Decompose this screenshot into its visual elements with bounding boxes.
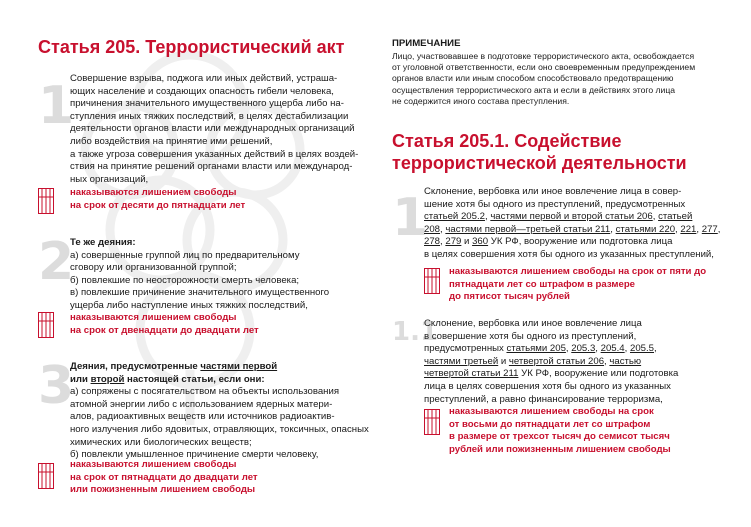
link-article-208[interactable]: статьей [658,211,693,223]
link-article-205-2[interactable]: статьей 205.2 [424,211,485,223]
link-article-208-num[interactable]: 208 [424,223,441,235]
article-205-part-2-text: Те же деяния: а) совершенные группой лиц по предварительному сговору или организованной группой; б) повлекшие по неосторожности смерть человека; в) повлекшие причинение значительного имущественного ущерба либо наступление иных тяжких последствий, [70,237,330,311]
article-205-1-part-1-1-penalty: наказываются лишением свободы на срок от восьми до пятнадцати лет со штрафом в размере от трехсот тысяч до семисот тысяч рублей или пожизненным лишением свободы [449,406,671,455]
part-number-2: 2 [38,232,75,292]
part-number-1: 1 [392,188,429,248]
link-article-278[interactable]: 278 [424,236,441,248]
link-article-211[interactable]: частями первой—третьей статьи 211 [445,223,611,235]
link-article-360[interactable]: 360 [472,236,489,248]
link-parts-first[interactable]: частями первой [200,361,278,372]
note-heading: ПРИМЕЧАНИЕ [392,38,461,49]
note-text: Лицо, участвовавшее в подготовке террористического акта, освобождается от уголовной ответственности, если оно своевременным предупреждением органов власти или иным способом способствовало предотвращению осуществления террористического акта и если в действиях этого лица не содержится иного состава преступления. [392,51,696,106]
link-article-206[interactable]: частями первой и второй статьи 206 [490,211,653,223]
link-article-205[interactable]: статьями 205 [506,343,566,355]
article-205-title: Статья 205. Террористический акт [38,37,345,57]
link-part-third[interactable]: частями третьей [424,355,499,367]
link-article-211-part[interactable]: частью [609,355,642,367]
link-article-211-part-4[interactable]: четвертой статьи 211 [424,368,519,380]
article-205-1-title: Статья 205.1. Содействие террористической деятельности [392,131,687,173]
article-205-part-3-penalty: наказываются лишением свободы на срок от пятнадцати до двадцати лет или пожизненным лишением свободы [70,459,258,496]
prison-bars-icon [38,463,54,489]
prison-bars-icon [38,312,54,338]
prison-bars-icon [424,268,440,294]
article-205-1-part-1-text: Склонение, вербовка или иное вовлечение лица в совер- шение хотя бы одного из преступлений, предусмотренных статьей 205.2, частями первой и второй статьи 206, статьей 208, частями первой—третьей статьи 211, статьями 220, 221, 277, 278, 279 и 360 УК РФ, вооружение или подготовка лица в целях совершения хотя бы одного из указанных преступлений, [424,186,721,260]
link-article-205-5[interactable]: 205.5 [629,343,654,355]
article-205-1-part-1-1-text: Склонение, вербовка или иное вовлечение лица в совершение хотя бы одного из преступлений, предусмотренных статьями 205, 205.3, 205.4, 205.5, частями третьей и четвертой статьи 206, частью четвертой статьи 211 УК РФ, вооружение или подготовка лица в целях совершения хотя бы одного из указанных преступлений, а равно финансирование терроризма, [424,318,679,405]
article-205-1-part-1-penalty: наказываются лишением свободы на срок от пяти до пятнадцати лет со штрафом в размере до пятисот тысяч рублей [449,266,707,303]
article-205-part-1-text: Совершение взрыва, поджога или иных действий, устраша- ющих население и создающих опасность гибели человека, причинения значительного имущественного ущерба либо на- ступления иных тяжких последствий, в целях дестабилизации деятельности органов власти или международных организаций либо воздействия на принятие ими решений, а также угроза совершения указанных действий в целях воздей- ствия на принятие решений органами власти или международ- ных организаций, [70,73,359,185]
link-article-205-4[interactable]: 205.4 [600,343,625,355]
prison-bars-icon [38,188,54,214]
article-205-part-1-penalty: наказываются лишением свободы на срок от десяти до пятнадцати лет [70,187,246,211]
link-article-220[interactable]: статьями 220 [615,223,676,235]
part-number-3: 3 [38,356,75,416]
link-part-second[interactable]: второй [90,373,125,385]
article-205-part-3-text: Деяния, предусмотренные частями первой или второй настоящей статьи, если они: а) сопряжены с посягательством на объекты использования атомной энергии либо с использованием ядерных матери- алов, радиоактивных веществ или источников радиоактив- ного излучения либо ядовитых, отравляющих, токсичных, опасных химических или биологических веществ; б) повлекли умышленное причинение смерти человеку, [70,361,369,461]
link-article-279[interactable]: 279 [445,236,462,248]
prison-bars-icon [424,409,440,435]
link-article-205-3[interactable]: 205.3 [571,343,596,355]
link-article-277[interactable]: 277 [701,223,718,235]
part-number-1-1: 1.1 [392,317,439,347]
link-article-221[interactable]: 221 [680,223,697,235]
part-number-1: 1 [38,76,75,136]
article-205-part-2-penalty: наказываются лишением свободы на срок от двенадцати до двадцати лет [70,312,259,336]
link-article-206-part-4[interactable]: четвертой статьи 206 [508,355,605,367]
